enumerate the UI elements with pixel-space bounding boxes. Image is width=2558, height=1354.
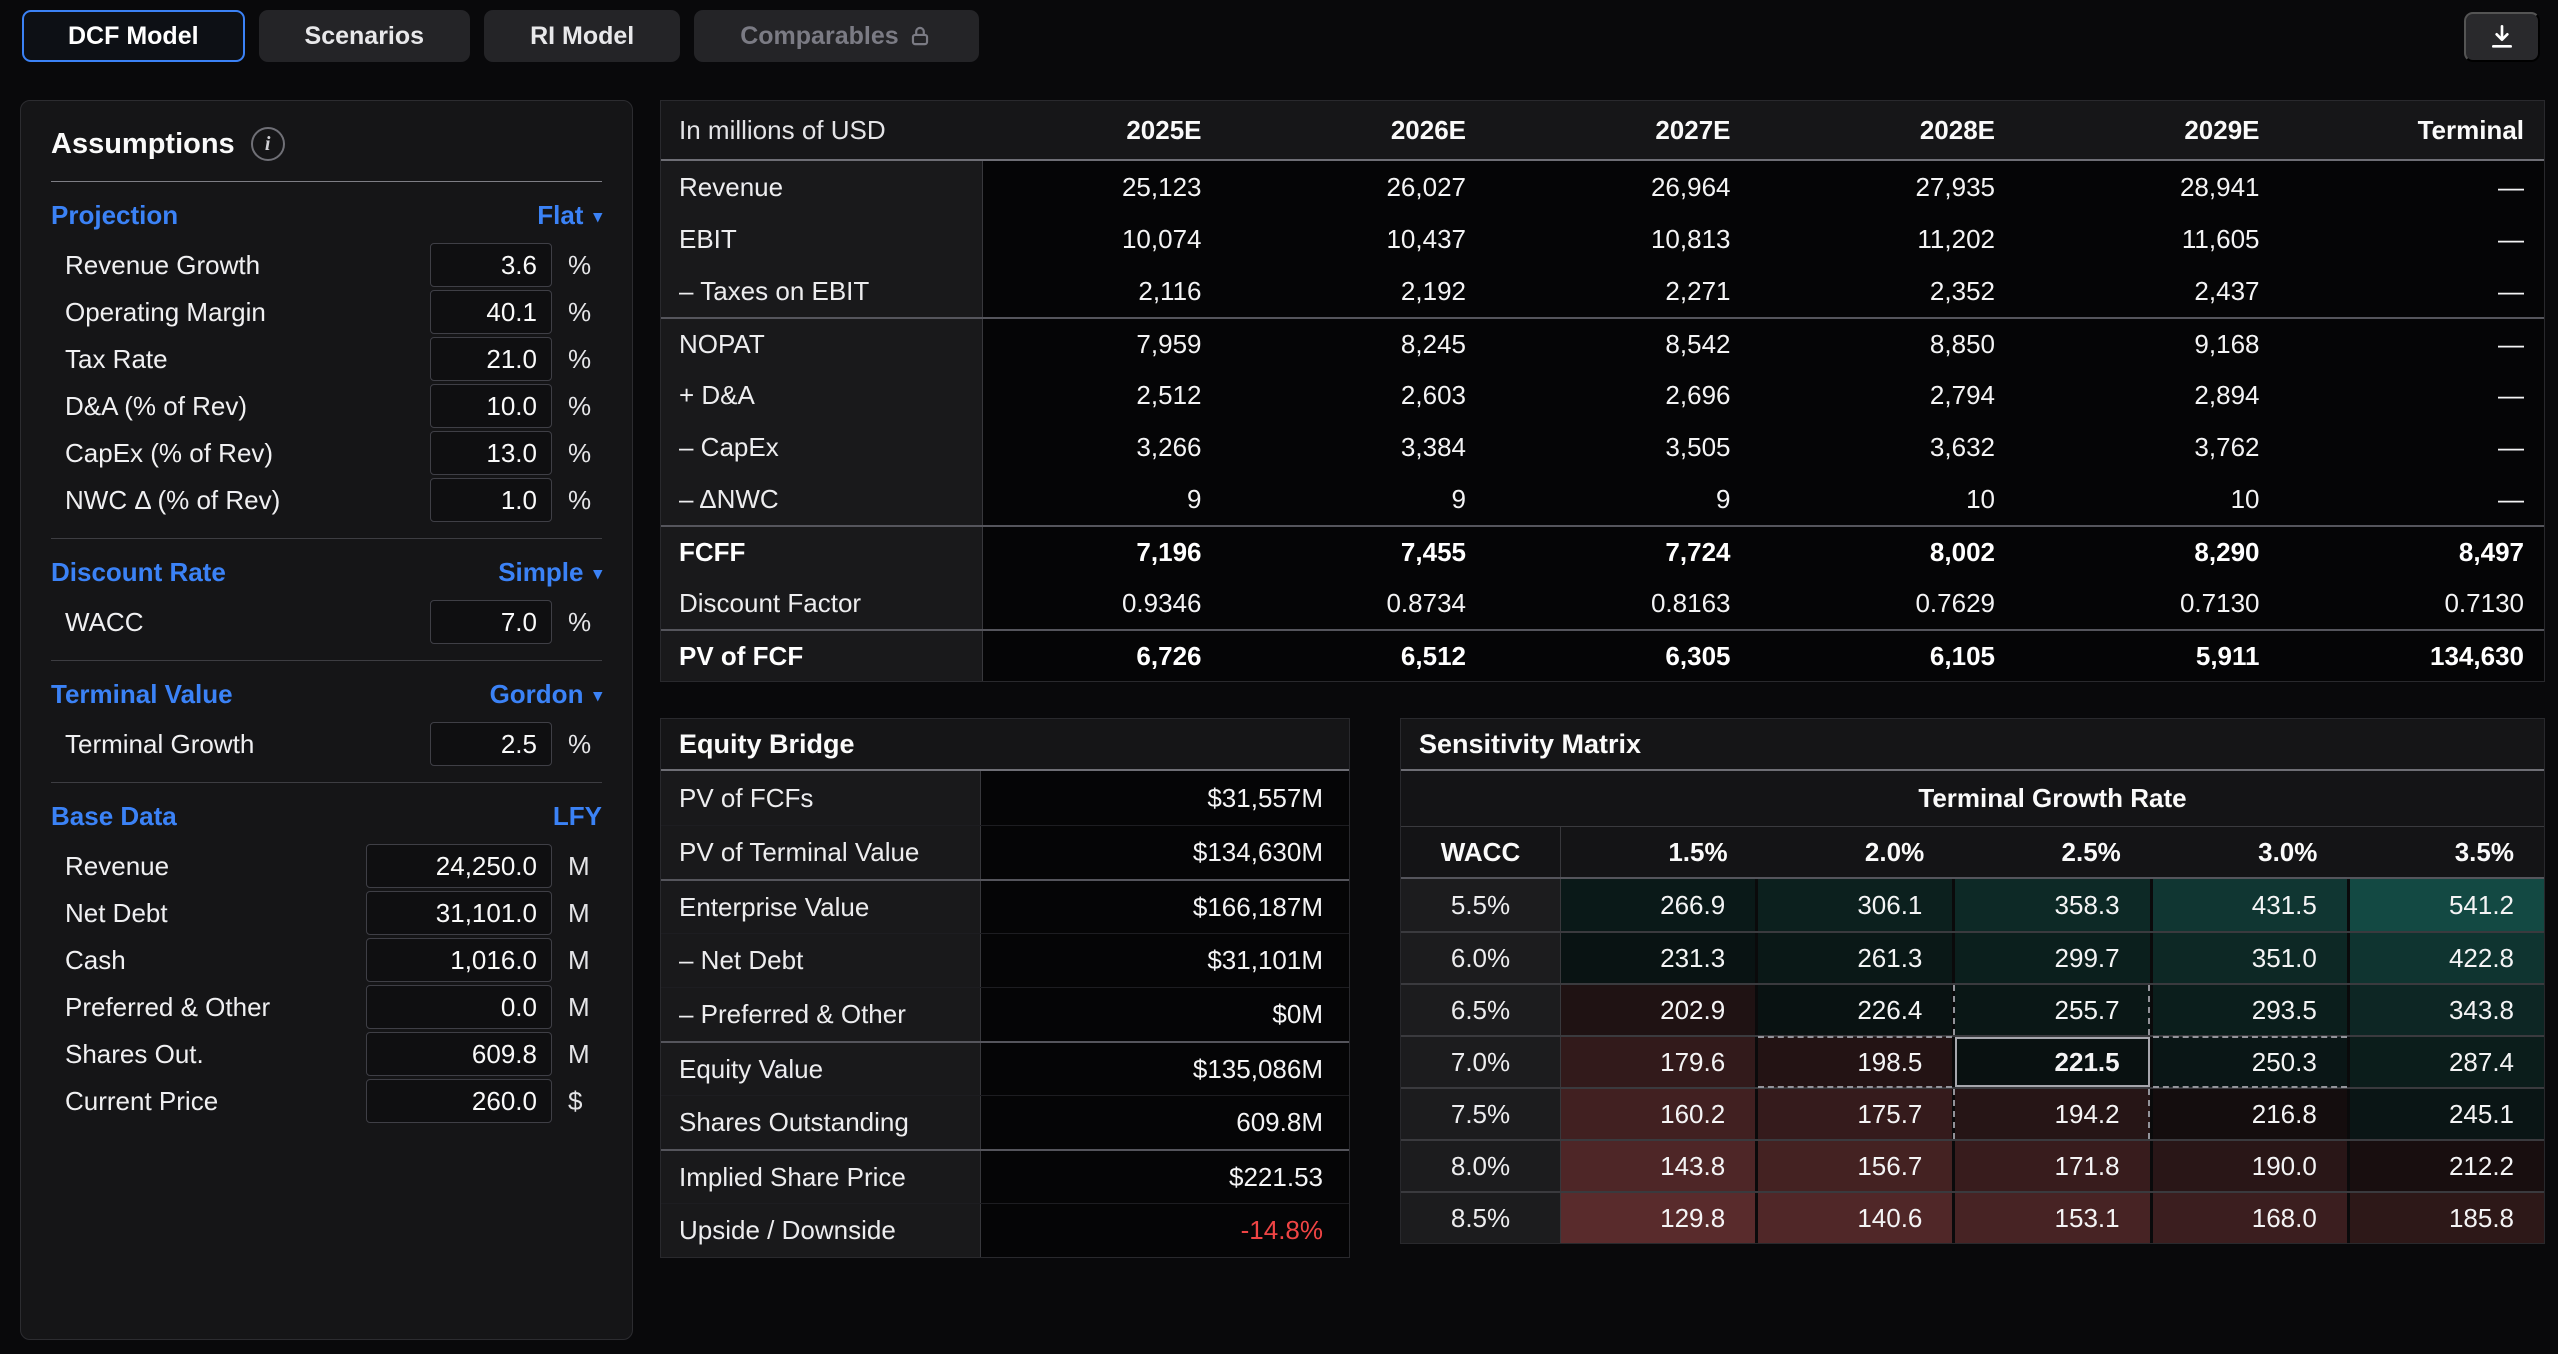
equity-row-label: Upside / Downside [661,1204,981,1257]
assumption-row [51,243,602,287]
sensitivity-cell[interactable]: 541.2 [2347,879,2544,931]
dcf-value-cell: 8,850 [1777,319,2042,369]
section-label: Base Data [51,800,177,831]
assumptions-panel [20,100,633,1340]
dcf-value-cell: 3,632 [1777,421,2042,473]
equity-bridge-row [661,1095,1349,1149]
dcf-projection-table [660,100,2545,682]
section-divider [51,660,602,661]
sensitivity-cell[interactable]: 266.9 [1561,879,1755,931]
dcf-value-cell: 0.7130 [2306,577,2545,629]
equity-bridge-row [661,1041,1349,1095]
assumption-unit: % [568,296,592,327]
sensitivity-cell[interactable]: 245.1 [2347,1089,2544,1139]
table-row [661,161,2544,213]
dcf-value-cell: 2,512 [983,369,1248,421]
equity-row-value: -14.8% [1240,1215,1323,1245]
dcf-value-cell: 6,726 [983,631,1248,681]
assumption-label: Revenue [65,850,170,881]
sensitivity-cell[interactable]: 343.8 [2347,985,2544,1035]
equity-row-label: Enterprise Value [661,881,981,933]
assumption-label: Current Price [65,1085,219,1116]
sensitivity-cell[interactable]: 250.3 [2150,1037,2347,1087]
sensitivity-cell[interactable]: 431.5 [2150,879,2347,931]
sensitivity-row [1401,1035,2544,1087]
assumption-label: Operating Margin [65,296,266,327]
tab-comparables[interactable] [694,10,978,62]
assumption-row [51,290,602,334]
table-row [661,369,2544,421]
dcf-value-cell: 2,116 [983,265,1248,317]
section-label: Discount Rate [51,556,226,587]
dcf-value-cell: 2,271 [1512,265,1777,317]
sensitivity-cell[interactable]: 212.2 [2347,1141,2544,1191]
assumption-section-header [51,669,602,719]
assumption-input[interactable]: 40.1 [430,290,552,334]
wacc-row-label: 7.5% [1401,1089,1561,1139]
sensitivity-cell[interactable]: 202.9 [1561,985,1755,1035]
dcf-value-cell: 0.8163 [1512,577,1777,629]
tab-dcf-model[interactable]: DCF Model [22,10,245,62]
assumption-section-header [51,791,602,841]
sensitivity-cell[interactable]: 216.8 [2150,1089,2347,1139]
dcf-value-cell: 8,290 [2041,527,2306,577]
dcf-year-header: 2029E [2041,101,2306,159]
table-row [661,577,2544,629]
wacc-row-label: 6.5% [1401,985,1561,1035]
section-divider [51,538,602,539]
equity-bridge-row [661,1203,1349,1257]
sensitivity-row [1401,1191,2544,1243]
dcf-value-cell: 11,202 [1777,213,2042,265]
assumption-unit: % [568,437,592,468]
dcf-value-cell: 2,437 [2041,265,2306,317]
assumption-row [51,985,602,1029]
equity-bridge-row [661,987,1349,1041]
sensitivity-body [1401,879,2544,1243]
sensitivity-cell[interactable]: 351.0 [2150,933,2347,983]
dcf-value-cell: 26,027 [1248,161,1513,213]
download-icon [2486,21,2518,53]
dcf-value-cell: 7,196 [983,527,1248,577]
sensitivity-cell[interactable]: 179.6 [1561,1037,1755,1087]
dcf-value-cell: — [2306,265,2545,317]
assumption-row [51,431,602,475]
assumption-unit: M [568,897,590,928]
assumption-input[interactable]: 10.0 [430,384,552,428]
sensitivity-cell[interactable]: 129.8 [1561,1193,1755,1243]
sensitivity-col-header: 2.5% [2061,836,2121,867]
dcf-value-cell: 2,894 [2041,369,2306,421]
section-mode-dropdown[interactable] [490,679,602,710]
equity-row-label: – Preferred & Other [661,988,981,1041]
dcf-year-header: 2027E [1512,101,1777,159]
dcf-value-cell: 8,542 [1512,319,1777,369]
equity-row-label: PV of FCFs [661,771,981,825]
sensitivity-matrix-card [1400,718,2545,1244]
dcf-value-cell: 25,123 [983,161,1248,213]
sensitivity-cell[interactable]: 299.7 [1952,933,2149,983]
dcf-year-header: 2028E [1777,101,2042,159]
dcf-value-cell: 11,605 [2041,213,2306,265]
section-mode-dropdown[interactable] [537,200,602,231]
dcf-value-cell: 7,455 [1248,527,1513,577]
assumption-label: Tax Rate [65,343,168,374]
tab-comparables-label: Comparables [740,21,899,50]
dcf-value-cell: 6,305 [1512,631,1777,681]
dcf-value-cell: 10 [1777,473,2042,525]
assumption-label: Terminal Growth [65,728,255,759]
wacc-row-label: 8.0% [1401,1141,1561,1191]
sensitivity-cell[interactable]: 175.7 [1755,1089,1952,1139]
sensitivity-cell[interactable]: 156.7 [1755,1141,1952,1191]
assumption-row [51,722,602,766]
sensitivity-cell[interactable]: 255.7 [1952,985,2149,1035]
equity-row-value: $0M [1272,999,1323,1029]
sensitivity-cell[interactable]: 140.6 [1755,1193,1952,1243]
assumption-input[interactable]: 7.0 [430,600,552,644]
assumption-row [51,844,602,888]
table-row [661,629,2544,681]
wacc-row-label: 8.5% [1401,1193,1561,1243]
assumption-label: Net Debt [65,897,168,928]
dcf-row-label: FCFF [661,527,983,577]
assumption-unit: % [568,249,592,280]
assumption-unit: % [568,728,592,759]
assumption-label: Preferred & Other [65,991,271,1022]
assumption-section-header [51,547,602,597]
equity-bridge-row [661,771,1349,825]
dcf-value-cell: 8,245 [1248,319,1513,369]
dcf-value-cell: 3,266 [983,421,1248,473]
section-mode-dropdown[interactable] [498,557,602,588]
wacc-row-label: 7.0% [1401,1037,1561,1087]
sensitivity-cell[interactable]: 293.5 [2150,985,2347,1035]
section-label: Projection [51,199,179,230]
equity-row-label: – Net Debt [661,934,981,987]
dcf-value-cell: 10,813 [1512,213,1777,265]
section-mode-value: LFY [552,800,602,831]
sensitivity-cell[interactable]: 261.3 [1755,933,1952,983]
sensitivity-cell[interactable]: 194.2 [1952,1089,2149,1139]
dcf-value-cell: 2,352 [1777,265,2042,317]
assumption-row [51,384,602,428]
equity-bridge-row [661,825,1349,879]
assumption-input[interactable]: 1,016.0 [366,938,552,982]
dcf-value-cell: — [2306,369,2545,421]
assumption-section-header [51,190,602,240]
assumption-unit: M [568,850,590,881]
assumption-input[interactable]: 609.8 [366,1032,552,1076]
equity-bridge-row [661,933,1349,987]
equity-row-value: $134,630M [1192,837,1323,867]
dcf-row-label: NOPAT [661,319,983,369]
equity-row-label: Shares Outstanding [661,1096,981,1149]
dcf-value-cell: 3,384 [1248,421,1513,473]
dcf-value-cell: — [2306,161,2545,213]
sensitivity-matrix-title: Sensitivity Matrix [1401,719,2544,771]
assumptions-title: Assumptions [51,127,235,160]
dcf-value-cell: 9 [983,473,1248,525]
download-button[interactable] [2464,12,2540,62]
tab-scenarios[interactable]: Scenarios [259,10,471,62]
assumption-unit: % [568,606,592,637]
sensitivity-row [1401,931,2544,983]
section-mode-value: Flat [537,199,584,230]
dcf-value-cell: 10,437 [1248,213,1513,265]
sensitivity-cell[interactable]: 153.1 [1952,1193,2149,1243]
assumption-row [51,938,602,982]
sensitivity-cell[interactable]: 231.3 [1561,933,1755,983]
assumption-unit: % [568,343,592,374]
sensitivity-row [1401,983,2544,1035]
dcf-value-cell: — [2306,319,2545,369]
sensitivity-cell[interactable]: 171.8 [1952,1141,2149,1191]
equity-bridge-row [661,1149,1349,1203]
assumption-input[interactable]: 21.0 [430,337,552,381]
assumption-unit: $ [568,1085,583,1116]
chevron-down-icon: ▾ [593,207,602,226]
assumption-row [51,337,602,381]
dcf-row-label: – ΔNWC [661,473,983,525]
assumption-input[interactable]: 24,250.0 [366,844,552,888]
dcf-row-label: Discount Factor [661,577,983,629]
dcf-value-cell: 8,497 [2306,527,2545,577]
sensitivity-cell[interactable]: 190.0 [2150,1141,2347,1191]
equity-row-value: $31,101M [1207,945,1323,975]
dcf-value-cell: 2,794 [1777,369,2042,421]
sensitivity-cell[interactable]: 226.4 [1755,985,1952,1035]
dcf-value-cell: 7,724 [1512,527,1777,577]
sensitivity-cell[interactable]: 160.2 [1561,1089,1755,1139]
table-row [661,525,2544,577]
equity-row-label: PV of Terminal Value [661,826,981,879]
assumption-row [51,478,602,522]
dcf-row-label: – CapEx [661,421,983,473]
assumption-input[interactable]: 2.5 [430,722,552,766]
terminal-growth-spacer [1401,771,1561,826]
equity-bridge-title: Equity Bridge [661,719,1349,771]
dcf-value-cell: 3,762 [2041,421,2306,473]
assumption-unit: % [568,390,592,421]
dcf-value-cell: 7,959 [983,319,1248,369]
dcf-value-cell: 6,105 [1777,631,2042,681]
dcf-value-cell: 10,074 [983,213,1248,265]
wacc-row-label: 6.0% [1401,933,1561,983]
info-icon[interactable]: i [251,127,285,161]
dcf-value-cell: — [2306,473,2545,525]
assumption-unit: M [568,1038,590,1069]
wacc-row-label: 5.5% [1401,879,1561,931]
dcf-value-cell: 0.9346 [983,577,1248,629]
table-row [661,473,2544,525]
dcf-header-row [661,101,2544,161]
dcf-year-header: 2026E [1248,101,1513,159]
sensitivity-cell[interactable]: 185.8 [2347,1193,2544,1243]
assumption-unit: M [568,944,590,975]
dcf-value-cell: 5,911 [2041,631,2306,681]
dcf-table-body [661,161,2544,681]
dcf-value-cell: 10 [2041,473,2306,525]
title-divider [51,181,602,182]
dcf-row-label: EBIT [661,213,983,265]
sensitivity-col-header: 2.0% [1864,836,1925,867]
section-divider [51,782,602,783]
assumption-label: WACC [65,606,144,637]
assumption-input[interactable]: 3.6 [430,243,552,287]
sensitivity-col-header: 1.5% [1668,836,1728,867]
dcf-value-cell: 8,002 [1777,527,2042,577]
section-mode-badge [553,801,602,832]
dcf-row-label: PV of FCF [661,631,983,681]
chevron-down-icon: ▾ [593,686,602,705]
chevron-down-icon: ▾ [593,564,602,583]
table-row [661,213,2544,265]
equity-row-value: $221.53 [1229,1161,1323,1192]
dcf-value-cell: 26,964 [1512,161,1777,213]
section-mode-value: Gordon [489,678,584,709]
wacc-header: WACC [1401,827,1561,877]
dcf-value-cell: 28,941 [2041,161,2306,213]
dcf-value-cell: 0.8734 [1248,577,1513,629]
sensitivity-col-header: 3.5% [2454,836,2514,867]
tab-bar [22,10,979,62]
assumption-label: NWC Δ (% of Rev) [65,484,281,515]
dcf-value-cell: 3,505 [1512,421,1777,473]
dcf-value-cell: 2,696 [1512,369,1777,421]
sensitivity-cell[interactable]: 306.1 [1755,879,1952,931]
section-mode-value: Simple [498,556,584,587]
equity-bridge-body [661,771,1349,1257]
dcf-value-cell: 0.7629 [1777,577,2042,629]
dcf-row-label: + D&A [661,369,983,421]
assumption-input[interactable]: 260.0 [366,1079,552,1123]
sensitivity-row [1401,1087,2544,1139]
assumption-input[interactable]: 0.0 [366,985,552,1029]
dcf-value-cell: — [2306,421,2545,473]
sensitivity-cell[interactable]: 168.0 [2150,1193,2347,1243]
dcf-value-cell: 2,192 [1248,265,1513,317]
assumption-row [51,891,602,935]
equity-row-value: $135,086M [1192,1053,1323,1084]
dcf-value-cell: 9,168 [2041,319,2306,369]
terminal-growth-label: Terminal Growth Rate [1918,783,2187,813]
sensitivity-row [1401,879,2544,931]
assumption-label: Revenue Growth [65,249,261,280]
dcf-row-label: – Taxes on EBIT [661,265,983,317]
assumption-row [51,1032,602,1076]
dcf-row-label: Revenue [661,161,983,213]
equity-row-value: $31,557M [1207,782,1323,813]
equity-bridge-row [661,879,1349,933]
equity-row-value: $166,187M [1192,891,1323,922]
assumption-input[interactable]: 31,101.0 [366,891,552,935]
assumptions-body [51,190,602,1123]
terminal-growth-header-row [1401,771,2544,827]
assumption-input[interactable]: 1.0 [430,478,552,522]
assumption-label: Cash [65,944,126,975]
table-row [661,421,2544,473]
dcf-value-cell: 2,603 [1248,369,1513,421]
sensitivity-col-header: 3.0% [2258,836,2318,867]
assumption-label: D&A (% of Rev) [65,390,248,421]
assumption-label: CapEx (% of Rev) [65,437,274,468]
equity-row-value: 609.8M [1236,1107,1323,1137]
dcf-value-cell: 0.7130 [2041,577,2306,629]
tab-ri-model[interactable]: RI Model [484,10,680,62]
sensitivity-cell[interactable]: 221.5 [1952,1037,2149,1087]
table-row [661,317,2544,369]
section-label: Terminal Value [51,678,233,709]
dcf-year-header: 2025E [983,101,1248,159]
assumption-row [51,600,602,644]
dcf-value-cell: 9 [1512,473,1777,525]
sensitivity-cell[interactable]: 198.5 [1755,1037,1952,1087]
sensitivity-row [1401,1139,2544,1191]
sensitivity-cell[interactable]: 422.8 [2347,933,2544,983]
assumption-input[interactable]: 13.0 [430,431,552,475]
equity-row-label: Implied Share Price [661,1151,981,1203]
table-row [661,265,2544,317]
dcf-value-cell: 134,630 [2306,631,2545,681]
equity-bridge-card [660,718,1350,1258]
dcf-value-cell: 6,512 [1248,631,1513,681]
dcf-value-cell: — [2306,213,2545,265]
sensitivity-cell[interactable]: 358.3 [1952,879,2149,931]
dcf-unit-label: In millions of USD [661,101,983,159]
lock-icon [907,23,933,49]
dcf-year-header: Terminal [2306,101,2545,159]
assumption-unit: % [568,484,592,515]
equity-row-label: Equity Value [661,1043,981,1095]
assumption-unit: M [568,991,590,1022]
assumption-label: Shares Out. [65,1038,204,1069]
dcf-value-cell: 27,935 [1777,161,2042,213]
sensitivity-cell[interactable]: 287.4 [2347,1037,2544,1087]
dcf-value-cell: 9 [1248,473,1513,525]
assumption-row [51,1079,602,1123]
sensitivity-column-headers [1401,827,2544,879]
sensitivity-cell[interactable]: 143.8 [1561,1141,1755,1191]
